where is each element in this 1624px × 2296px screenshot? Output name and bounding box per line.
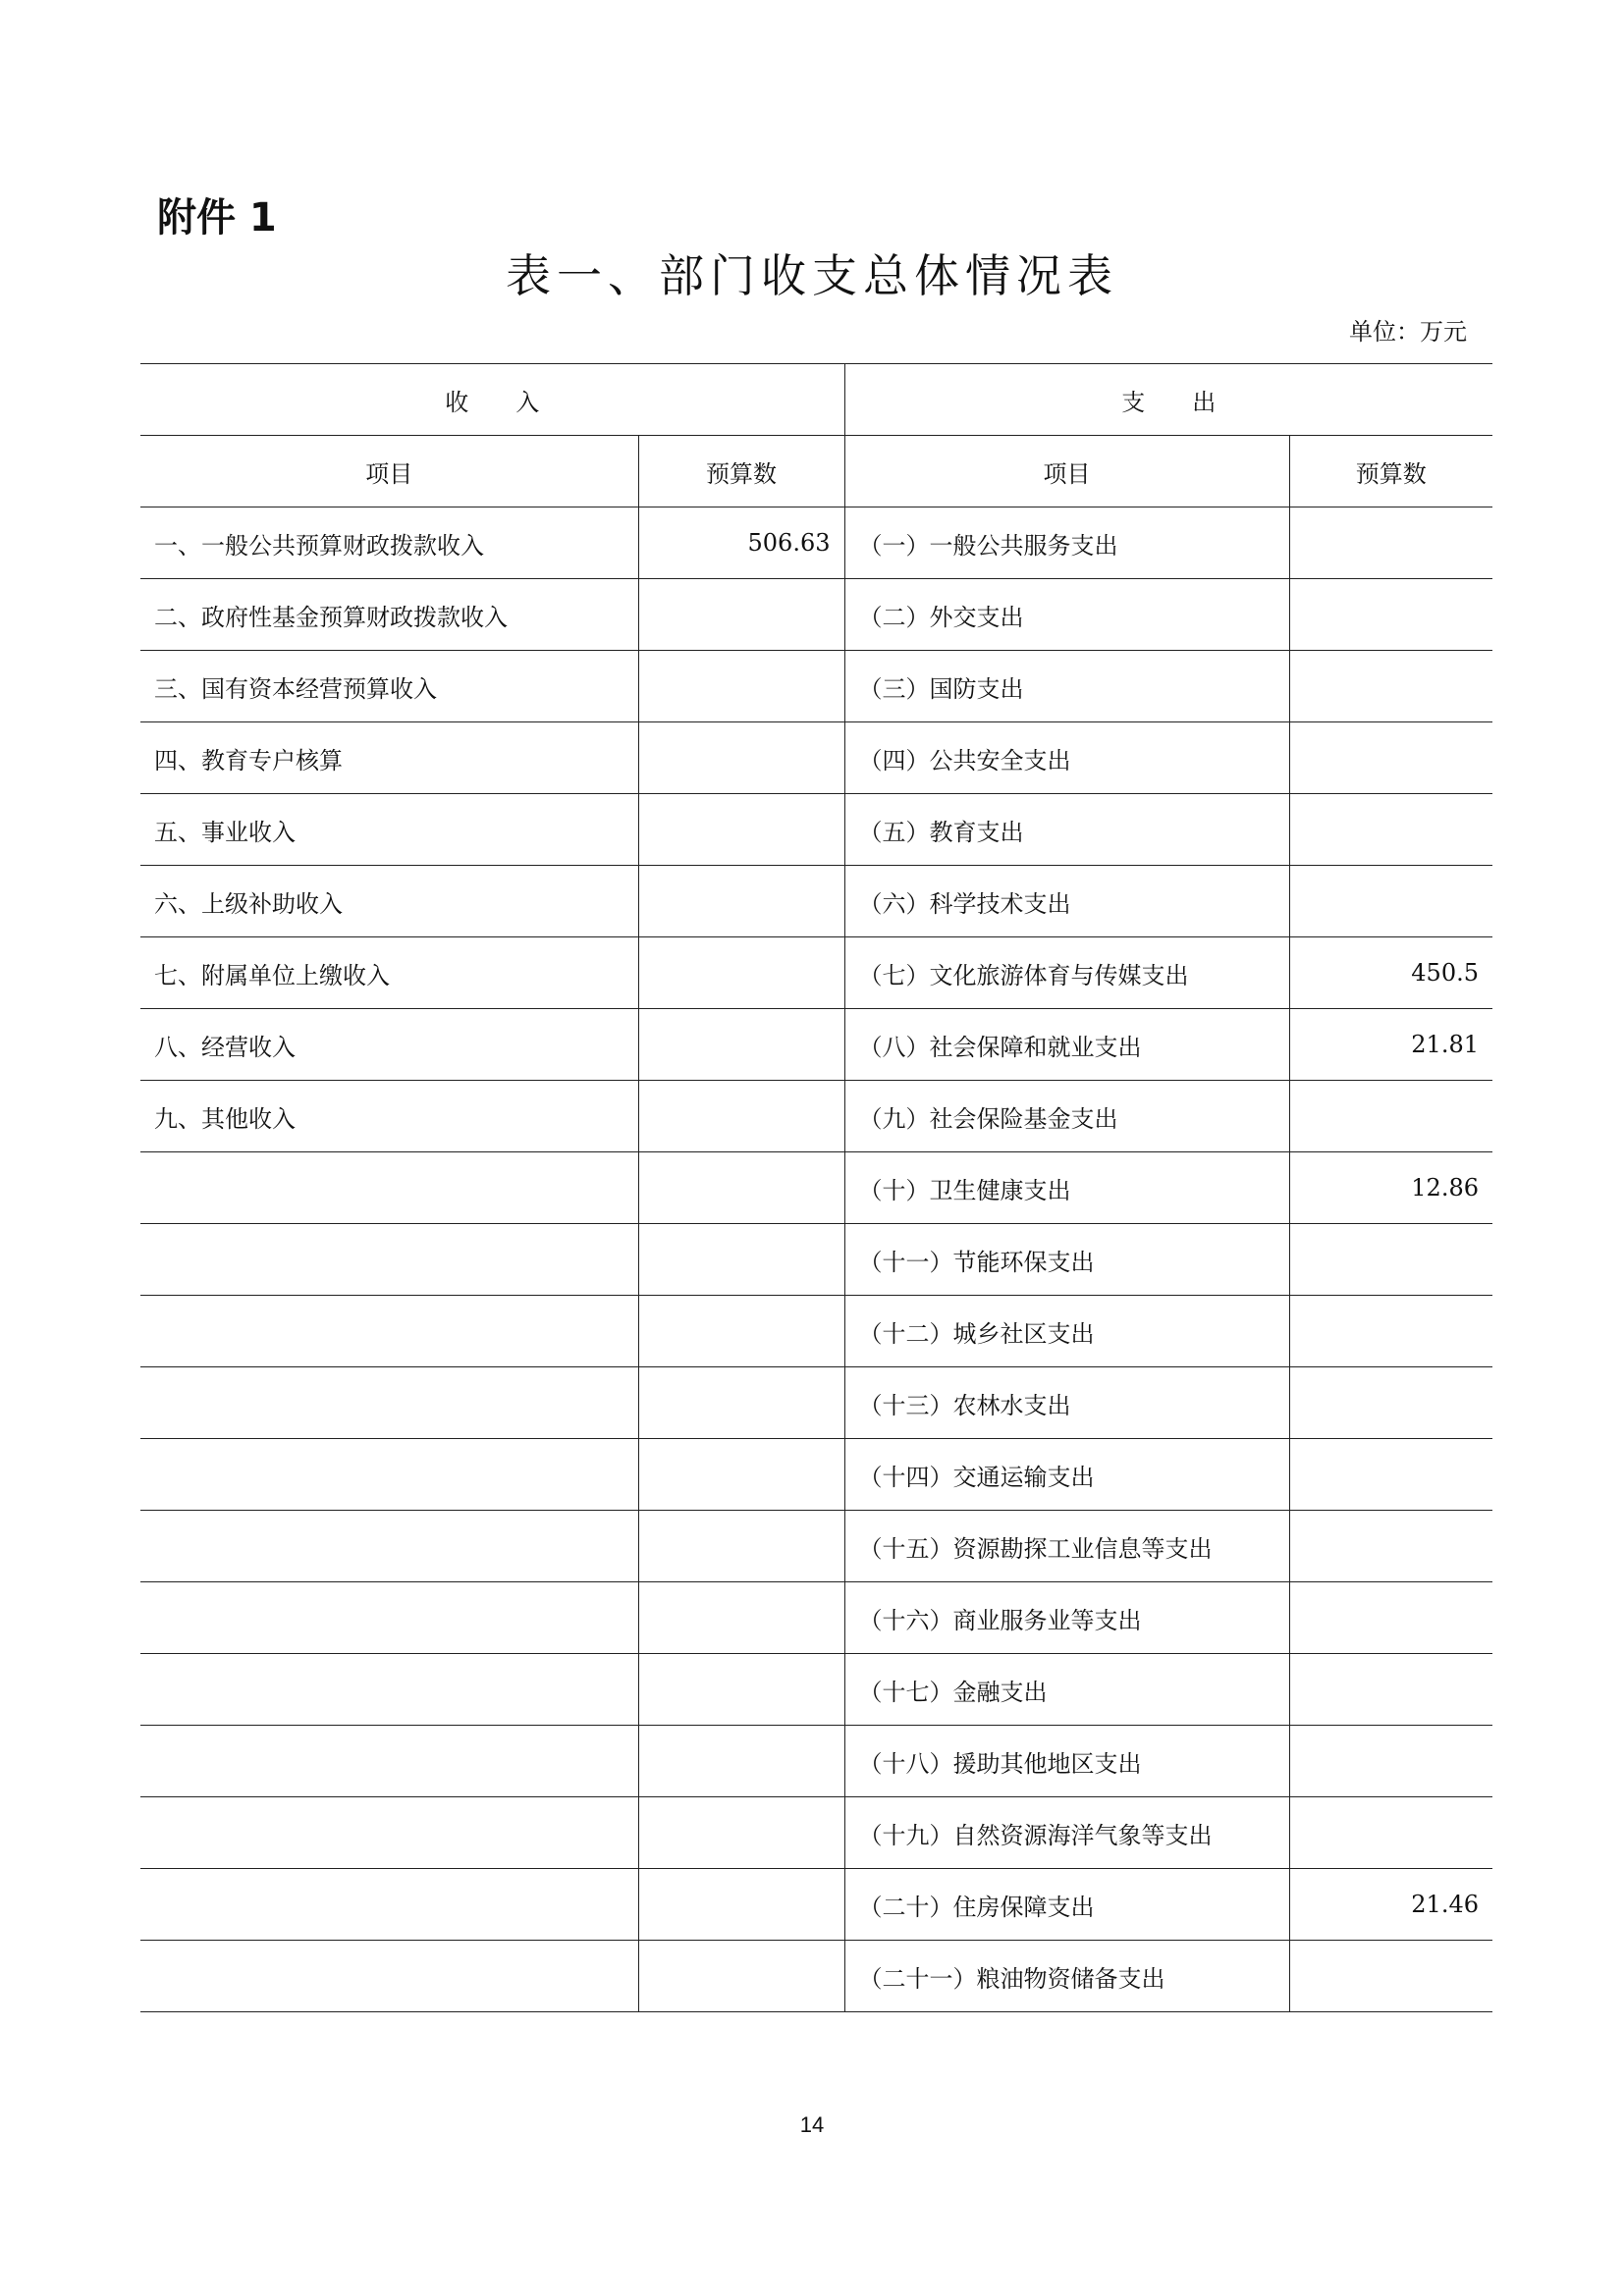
expense-item-cell: （三）国防支出 (844, 651, 1289, 722)
header-row-columns (140, 436, 1492, 507)
income-item-cell (140, 1797, 638, 1869)
table-row (140, 937, 1492, 1009)
table-row (140, 579, 1492, 651)
income-item-cell (140, 1152, 638, 1224)
table-row (140, 507, 1492, 579)
budget-table-body (140, 364, 1492, 2012)
expense-item-cell: （二十一）粮油物资储备支出 (844, 1941, 1289, 2012)
expense-amount-cell (1289, 1654, 1492, 1726)
income-amount-cell (638, 1869, 844, 1941)
expense-amount-cell: 21.81 (1289, 1009, 1492, 1081)
income-amount-cell (638, 794, 844, 866)
expense-amount-cell (1289, 1367, 1492, 1439)
income-item-cell (140, 1869, 638, 1941)
table-row (140, 1081, 1492, 1152)
expense-amount-cell (1289, 866, 1492, 937)
expense-amount-cell (1289, 1726, 1492, 1797)
income-item-cell (140, 1582, 638, 1654)
income-item-cell (140, 1224, 638, 1296)
expense-amount-cell (1289, 1511, 1492, 1582)
income-amount-cell (638, 1367, 844, 1439)
table-row (140, 1224, 1492, 1296)
income-amount-cell (638, 937, 844, 1009)
table-row (140, 794, 1492, 866)
expense-amount-cell (1289, 507, 1492, 579)
table-row (140, 1296, 1492, 1367)
expense-amount-cell (1289, 579, 1492, 651)
income-amount-cell (638, 722, 844, 794)
table-row (140, 1367, 1492, 1439)
expense-amount-cell (1289, 1941, 1492, 2012)
expense-amount-cell (1289, 1081, 1492, 1152)
table-row (140, 1941, 1492, 2012)
expense-item-cell: （一）一般公共服务支出 (844, 507, 1289, 579)
expense-item-cell: （十一）节能环保支出 (844, 1224, 1289, 1296)
income-item-cell: 七、附属单位上缴收入 (140, 937, 638, 1009)
attachment-label: 附件 1 (157, 195, 277, 240)
expense-amount-cell (1289, 1439, 1492, 1511)
expense-amount-cell (1289, 1296, 1492, 1367)
expense-amount-cell (1289, 794, 1492, 866)
income-item-cell: 九、其他收入 (140, 1081, 638, 1152)
expense-group-header: 支 出 (844, 364, 1492, 436)
expense-item-cell: （五）教育支出 (844, 794, 1289, 866)
income-amount-cell (638, 1726, 844, 1797)
expense-item-cell: （二）外交支出 (844, 579, 1289, 651)
unit-label: 单位：万元 (1349, 318, 1467, 346)
income-item-cell (140, 1439, 638, 1511)
expense-item-cell: （二十）住房保障支出 (844, 1869, 1289, 1941)
table-row (140, 1511, 1492, 1582)
income-amount-cell (638, 1941, 844, 2012)
income-group-header: 收 入 (140, 364, 844, 436)
income-item-cell (140, 1511, 638, 1582)
expense-item-cell: （四）公共安全支出 (844, 722, 1289, 794)
expense-amount-cell (1289, 722, 1492, 794)
income-item-cell: 八、经营收入 (140, 1009, 638, 1081)
table-row (140, 1152, 1492, 1224)
income-item-cell (140, 1296, 638, 1367)
expense-amount-cell (1289, 1582, 1492, 1654)
page-title: 表一、部门收支总体情况表 (506, 249, 1118, 302)
expense-item-cell: （七）文化旅游体育与传媒支出 (844, 937, 1289, 1009)
expense-item-cell: （九）社会保险基金支出 (844, 1081, 1289, 1152)
expense-item-cell: （十五）资源勘探工业信息等支出 (844, 1511, 1289, 1582)
expense-amount-cell (1289, 1224, 1492, 1296)
expense-item-cell: （十二）城乡社区支出 (844, 1296, 1289, 1367)
income-amount-cell (638, 1439, 844, 1511)
header-row-groups (140, 364, 1492, 436)
income-item-cell (140, 1726, 638, 1797)
income-item-cell: 一、一般公共预算财政拨款收入 (140, 507, 638, 579)
income-item-cell: 六、上级补助收入 (140, 866, 638, 937)
income-amount-cell (638, 1009, 844, 1081)
table-row (140, 651, 1492, 722)
income-amount-cell (638, 1582, 844, 1654)
income-item-header: 项目 (140, 436, 638, 507)
expense-item-cell: （八）社会保障和就业支出 (844, 1009, 1289, 1081)
table-row (140, 1869, 1492, 1941)
expense-item-cell: （十八）援助其他地区支出 (844, 1726, 1289, 1797)
expense-item-cell: （十）卫生健康支出 (844, 1152, 1289, 1224)
expense-item-header: 项目 (844, 436, 1289, 507)
expense-item-cell: （六）科学技术支出 (844, 866, 1289, 937)
expense-amount-header: 预算数 (1289, 436, 1492, 507)
income-amount-cell (638, 1224, 844, 1296)
table-row (140, 722, 1492, 794)
income-amount-cell (638, 1081, 844, 1152)
table-row (140, 1654, 1492, 1726)
income-amount-cell (638, 1654, 844, 1726)
expense-item-cell: （十九）自然资源海洋气象等支出 (844, 1797, 1289, 1869)
income-item-cell (140, 1367, 638, 1439)
income-amount-cell (638, 866, 844, 937)
income-amount-cell (638, 1152, 844, 1224)
expense-amount-cell: 450.5 (1289, 937, 1492, 1009)
expense-item-cell: （十四）交通运输支出 (844, 1439, 1289, 1511)
table-row (140, 866, 1492, 937)
page-number: 14 (799, 2112, 825, 2137)
expense-amount-cell (1289, 1797, 1492, 1869)
income-item-cell: 二、政府性基金预算财政拨款收入 (140, 579, 638, 651)
income-amount-cell (638, 1511, 844, 1582)
income-item-cell: 五、事业收入 (140, 794, 638, 866)
table-row (140, 1582, 1492, 1654)
income-amount-cell (638, 579, 844, 651)
table-row (140, 1009, 1492, 1081)
expense-amount-cell: 12.86 (1289, 1152, 1492, 1224)
income-item-cell (140, 1654, 638, 1726)
expense-amount-cell: 21.46 (1289, 1869, 1492, 1941)
income-amount-cell (638, 1296, 844, 1367)
expense-item-cell: （十七）金融支出 (844, 1654, 1289, 1726)
income-item-cell: 四、教育专户核算 (140, 722, 638, 794)
income-amount-cell (638, 1797, 844, 1869)
income-item-cell (140, 1941, 638, 2012)
income-amount-header: 预算数 (638, 436, 844, 507)
expense-amount-cell (1289, 651, 1492, 722)
income-amount-cell: 506.63 (638, 507, 844, 579)
table-row (140, 1726, 1492, 1797)
income-item-cell: 三、国有资本经营预算收入 (140, 651, 638, 722)
budget-table (140, 363, 1492, 2012)
table-row (140, 1797, 1492, 1869)
table-row (140, 1439, 1492, 1511)
expense-item-cell: （十三）农林水支出 (844, 1367, 1289, 1439)
expense-item-cell: （十六）商业服务业等支出 (844, 1582, 1289, 1654)
income-amount-cell (638, 651, 844, 722)
